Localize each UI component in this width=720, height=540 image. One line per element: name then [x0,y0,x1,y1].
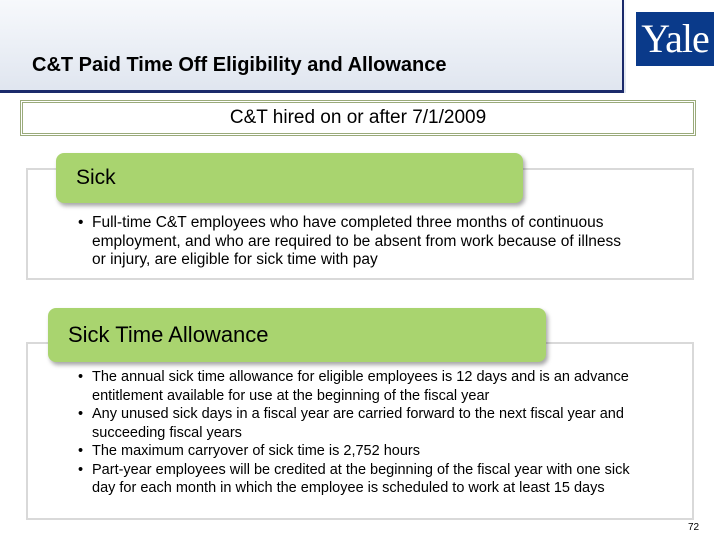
header-divider [0,90,622,93]
allowance-bullet: • Part-year employees will be credited at the beginning of the fiscal year with one sick day for each month in which the employee is scheduled to work at least 15 days [76,461,636,498]
sick-bullet-list [76,214,636,270]
allowance-bullet: • The maximum carryover of sick time is 2,752 hours [76,442,636,461]
allowance-bullet-list [76,368,636,498]
sick-allowance-section [26,342,694,520]
allowance-bullet: • Any unused sick days in a fiscal year are carried forward to the next fiscal year and succeeding fiscal years [76,405,636,442]
page-number: 72 [688,522,700,533]
yale-logo [626,0,720,93]
allowance-heading-pill [48,308,546,362]
cohort-banner: C&T hired on or after 7/1/2009 [20,100,696,136]
header-vertical-divider [622,0,624,93]
sick-heading: Sick [76,166,116,189]
allowance-heading: Sick Time Allowance [68,322,269,347]
yale-logo-text: Yale [641,16,709,61]
page-title: C&T Paid Time Off Eligibility and Allowance [32,54,447,76]
sick-bullet: • Full-time C&T employees who have completed three months of continuous employment, and who are required to be absent from work because of illness or injury, are eligible for sick time with pay [76,214,636,270]
yale-logo-box [636,12,714,66]
sick-heading-pill [56,153,523,203]
header-band [0,0,720,93]
allowance-bullet: • The annual sick time allowance for eligible employees is 12 days and is an advance entitlement available for use at the beginning of the fiscal year [76,368,636,405]
